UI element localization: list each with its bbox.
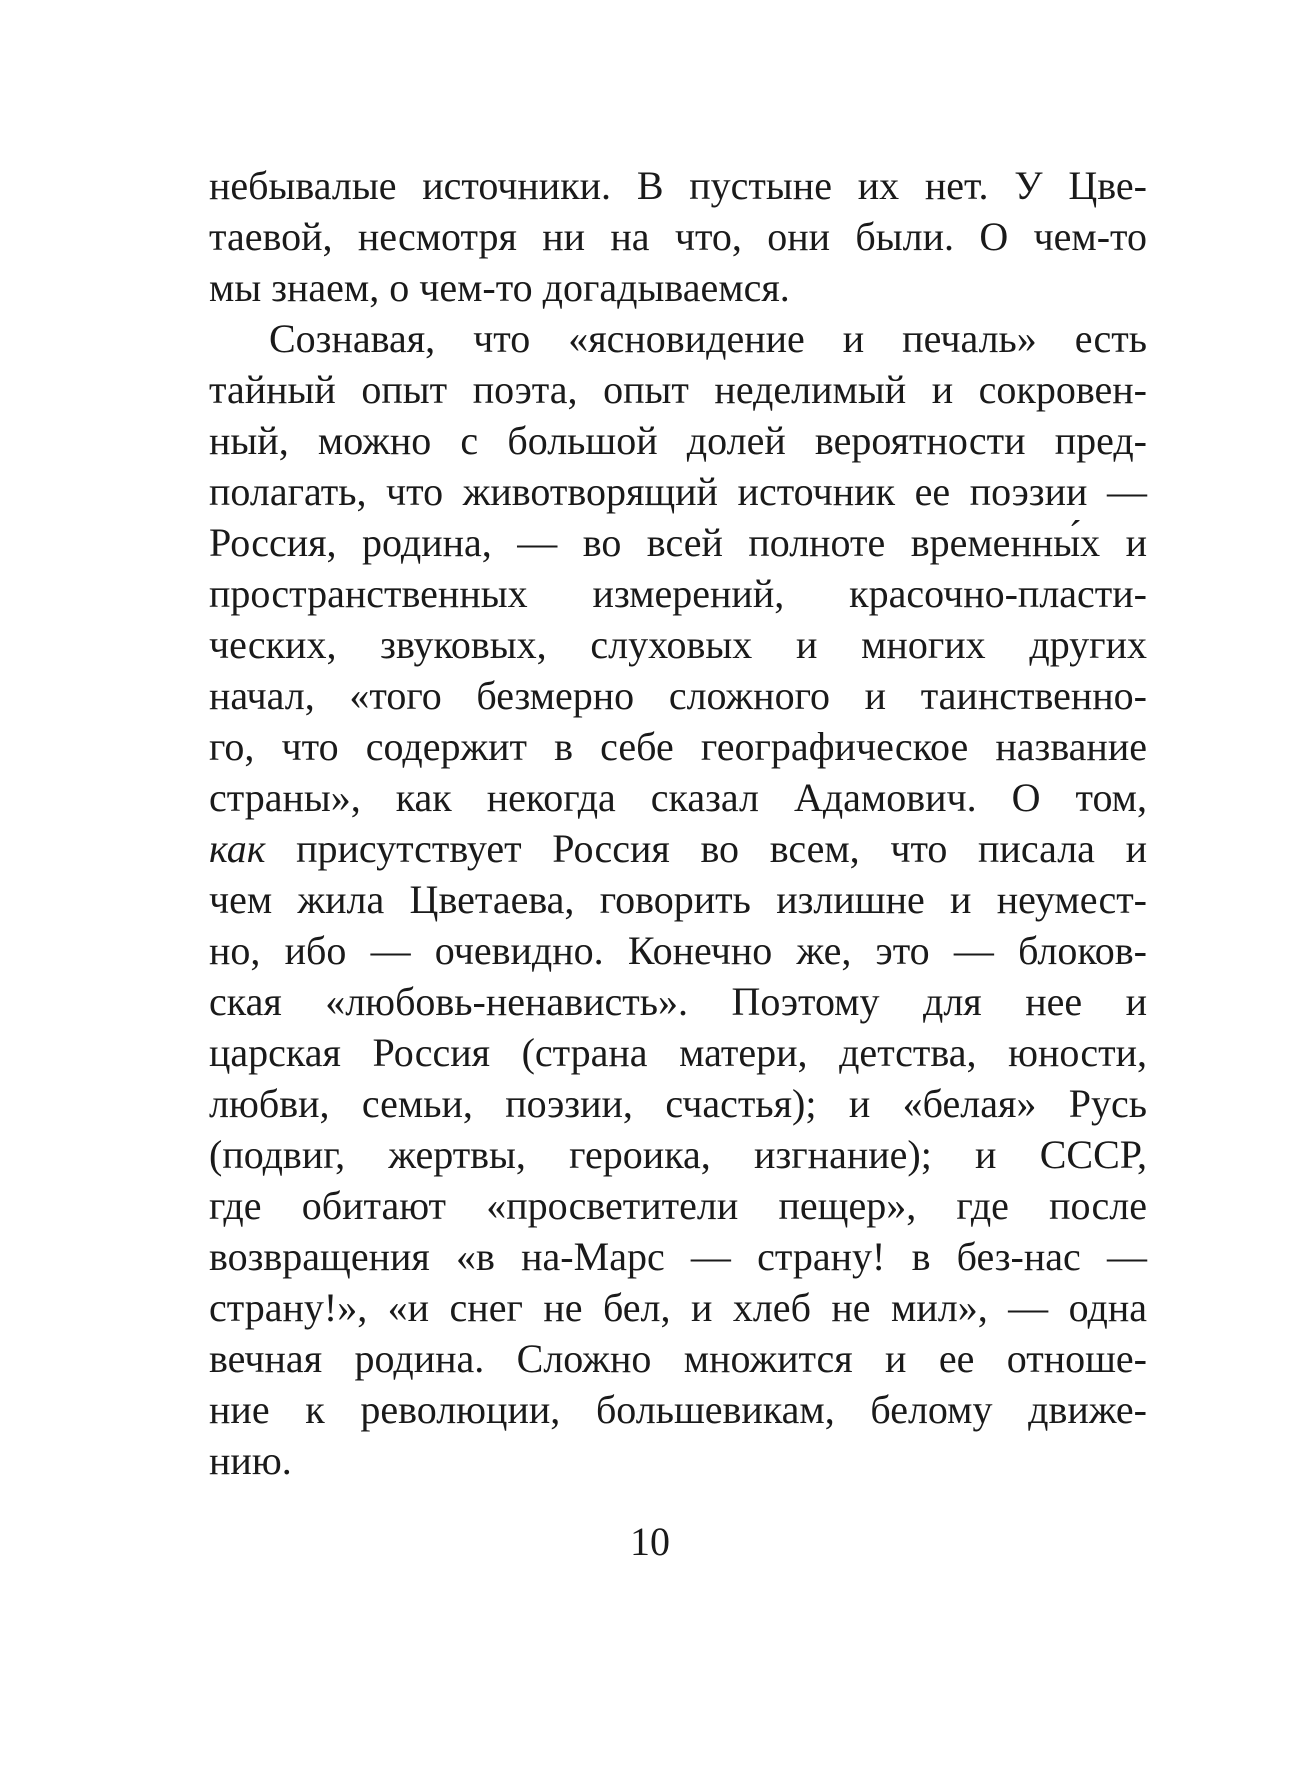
text-line-with-italic (209, 823, 1147, 874)
text-line: небывалые источники. В пустыне их нет. У Цве- (209, 163, 1147, 208)
text-line: где обитают «просветители пещер», где после (209, 1183, 1147, 1228)
text-line: таевой, несмотря ни на что, они были. О чем-то (209, 214, 1147, 259)
text-line: пространственных измерений, красочно-пласти- (209, 571, 1147, 616)
text-line: но, ибо — очевидно. Конечно же, это — блоков- (209, 928, 1147, 973)
text-line: (подвиг, жертвы, героика, изгнание); и СССР, (209, 1132, 1147, 1177)
text-line: полагать, что животворящий источник ее поэзии — (209, 469, 1147, 514)
text-line: мы знаем, о чем-то догадываемся. (209, 265, 790, 310)
text-line: Сознавая, что «ясновидение и печаль» есть (269, 316, 1147, 361)
text-line: чем жила Цветаева, говорить излишне и неумест- (209, 877, 1147, 922)
italic-word: как (209, 826, 266, 871)
text-line: ческих, звуковых, слуховых и многих других (209, 622, 1147, 667)
text-line: ный, можно с большой долей вероятности пред- (209, 418, 1147, 463)
text-line: нию. (209, 1438, 292, 1483)
text-line: возвращения «в на-Марс — страну! в без-нас — (209, 1234, 1147, 1279)
text-line: ская «любовь-ненависть». Поэтому для нее и (209, 979, 1147, 1024)
body-text (209, 160, 1147, 1486)
line-rest: присутствует Россия во всем, что писала и (265, 826, 1147, 871)
text-line: страну!», «и снег не бел, и хлеб не мил», — одна (209, 1285, 1147, 1330)
text-line: страны», как некогда сказал Адамович. О том, (209, 775, 1147, 820)
text-line: вечная родина. Сложно множится и ее отноше- (209, 1336, 1147, 1381)
text-line: го, что содержит в себе географическое название (209, 724, 1147, 769)
text-line: начал, «того безмерно сложного и таинственно- (209, 673, 1147, 718)
text-line: Россия, родина, — во всей полноте временны́х и (209, 520, 1147, 565)
text-line: царская Россия (страна матери, детства, юности, (209, 1030, 1147, 1075)
text-line: ние к революции, большевикам, белому движе- (209, 1387, 1147, 1432)
page-number: 10 (630, 1519, 670, 1564)
text-line: любви, семьи, поэзии, счастья); и «белая» Русь (209, 1081, 1147, 1126)
text-line: тайный опыт поэта, опыт неделимый и сокровен- (209, 367, 1147, 412)
